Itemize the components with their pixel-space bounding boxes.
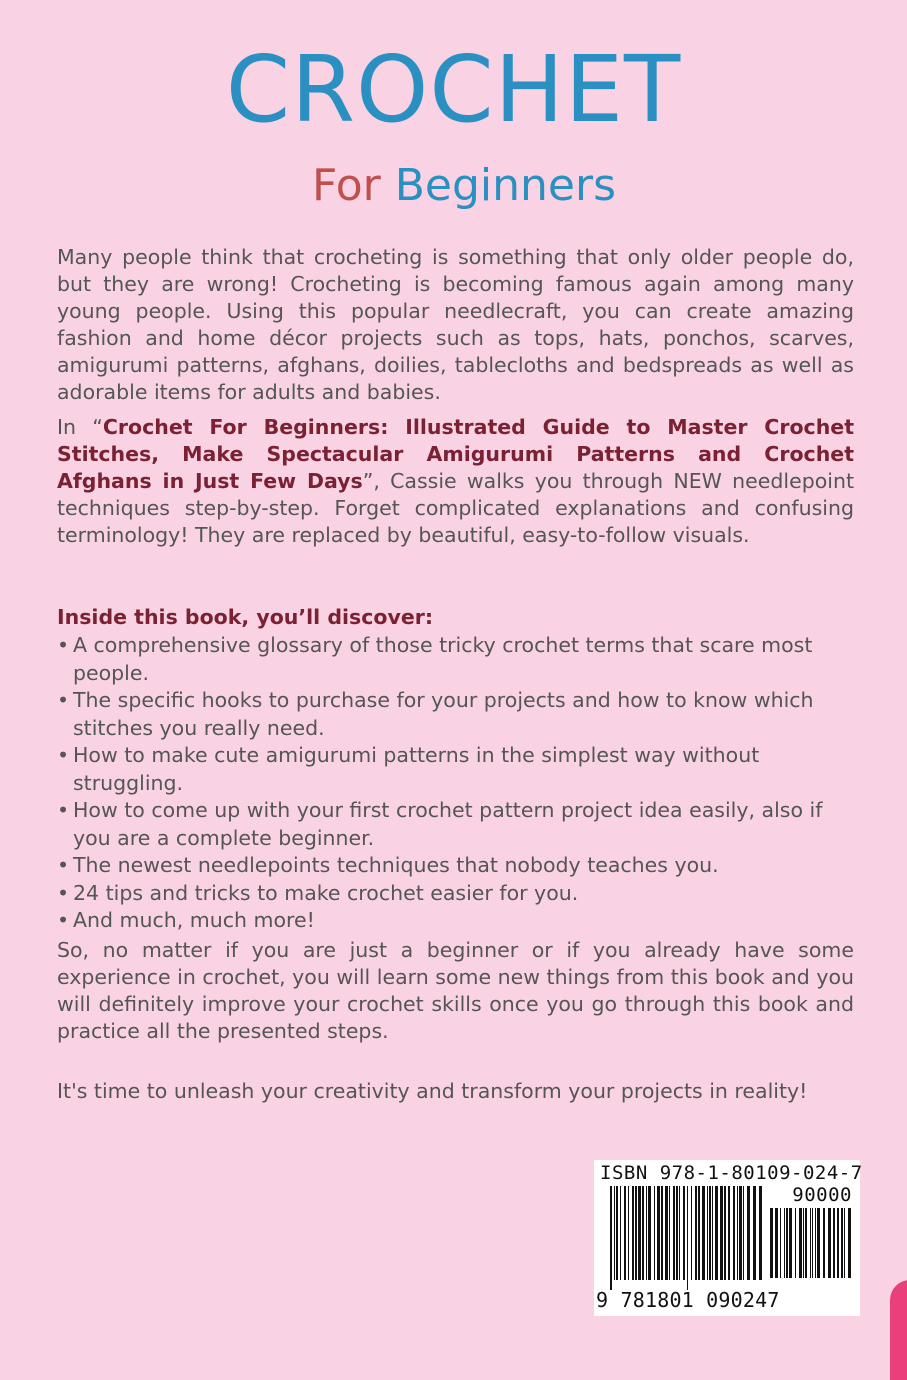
barcode-bar: [698, 1186, 700, 1280]
price-code: 90000: [792, 1184, 852, 1206]
list-item: [57, 687, 857, 742]
barcode-bars: [610, 1186, 766, 1290]
bullet: •: [57, 633, 70, 657]
barcode-bar: [646, 1186, 647, 1280]
barcode-bar: [739, 1186, 742, 1280]
barcode-bar: [724, 1186, 726, 1280]
barcode-bar: [702, 1186, 705, 1280]
bullet: •: [57, 688, 70, 712]
barcode-bar: [810, 1208, 811, 1278]
book-intro-suffix: ”, Cassie walks you through NEW needlepoint techniques step-by-step. Forget complicated explanations and confusing terminology! They are replaced by beautiful, easy-to-follow visuals.: [57, 469, 855, 547]
barcode-bar: [616, 1186, 618, 1280]
barcode-bar: [665, 1186, 668, 1280]
decorative-shape: [890, 1280, 907, 1380]
barcode-bar: [775, 1208, 778, 1278]
barcode-bar: [715, 1186, 718, 1280]
bullet: •: [57, 798, 70, 822]
barcode-bar: [844, 1208, 845, 1278]
barcode-bar: [784, 1208, 785, 1278]
barcode-box: [594, 1160, 863, 1316]
subtitle-beginners: Beginners: [394, 160, 617, 211]
barcode-addon-bars: [770, 1208, 852, 1288]
barcode-bar: [687, 1186, 688, 1290]
barcode-bar: [848, 1208, 851, 1278]
barcode-bar: [709, 1186, 711, 1280]
discover-heading: Inside this book, you’ll discover:: [57, 605, 434, 629]
barcode-bar: [695, 1186, 697, 1280]
list-item: [57, 907, 857, 935]
barcode-bar: [812, 1208, 813, 1278]
barcode-bar: [679, 1186, 680, 1280]
barcode-bar: [828, 1208, 831, 1278]
barcode-bar: [648, 1186, 651, 1280]
barcode-bar: [815, 1208, 816, 1278]
book-title: Crochet For Beginners: Illustrated Guide to Master Crochet Stitches, Make Spectacular Amigurumi Patterns and Crochet Afghans in Just Few Days: [57, 415, 854, 493]
barcode-bar: [743, 1186, 744, 1280]
barcode-bar: [789, 1208, 792, 1278]
bullet: •: [57, 853, 70, 877]
bullet: •: [57, 908, 70, 932]
barcode-bar: [635, 1186, 637, 1280]
barcode-bar: [786, 1208, 788, 1278]
barcode-bar: [817, 1208, 820, 1278]
barcode-bar: [654, 1186, 655, 1280]
barcode-bar: [770, 1208, 773, 1278]
barcode-bar: [676, 1186, 678, 1280]
barcode-bar: [642, 1186, 644, 1280]
barcode-bar: [728, 1186, 730, 1280]
bullet: •: [57, 743, 70, 767]
book-intro-paragraph: [57, 414, 854, 549]
barcode-bar: [803, 1208, 804, 1278]
list-item-text: 24 tips and tricks to make crochet easier for you.: [73, 880, 579, 905]
barcode-bar: [837, 1208, 839, 1278]
list-item-text: A comprehensive glossary of those tricky crochet terms that scare most people.: [73, 633, 813, 685]
barcode-bar: [638, 1186, 641, 1280]
barcode-bar: [712, 1186, 713, 1280]
book-intro-prefix: In “: [57, 415, 103, 439]
barcode-bar: [833, 1208, 835, 1278]
barcode-bar: [737, 1186, 738, 1280]
intro-paragraph: Many people think that crocheting is something that only older people do, but they are wrong! Crocheting is becoming famous again among many young people. Using this popular needlecraft, you can create amazing fashion and home décor projects such as tops, hats, ponchos, scarves, amigurumi patterns, afghans, doilies, tablecloths and bedspreads as well as adorable items for adults and babies.: [57, 245, 854, 404]
cover-title: CROCHET: [225, 36, 682, 143]
list-item-text: And much, much more!: [73, 908, 315, 932]
list-item-text: How to come up with your first crochet pattern project idea easily, also if you are a complete beginner.: [73, 798, 823, 850]
barcode-bar: [669, 1186, 670, 1280]
list-item: [57, 852, 857, 880]
list-item: [57, 880, 857, 908]
barcode-bar: [720, 1186, 723, 1280]
barcode-bar: [691, 1186, 692, 1280]
barcode-bar: [683, 1186, 685, 1280]
list-item-text: How to make cute amigurumi patterns in the simplest way without struggling.: [73, 743, 760, 795]
barcode-bar: [823, 1208, 825, 1278]
barcode-bar: [661, 1186, 663, 1280]
list-item-text: The specific hooks to purchase for your projects and how to know which stitches you really need.: [73, 688, 814, 740]
barcode-bar: [610, 1186, 612, 1290]
barcode-bar: [780, 1208, 781, 1278]
closing-paragraph: So, no matter if you are just a beginner or if you already have some experience in crochet, you will learn some new things from this book and you will definitely improve your crochet skills once you go through this book and practice all the presented steps.: [57, 938, 854, 1043]
barcode-bar: [707, 1186, 708, 1280]
barcode-bar: [632, 1186, 634, 1280]
barcode-bar: [841, 1208, 843, 1278]
subtitle-for: For: [312, 160, 381, 211]
barcode-bar: [799, 1208, 802, 1278]
ean-digits: 9 781801 090247: [596, 1288, 780, 1312]
barcode-bar: [759, 1186, 762, 1280]
barcode-bar: [673, 1186, 675, 1280]
list-item: [57, 797, 857, 852]
list-item-text: The newest needlepoints techniques that nobody teaches you.: [73, 853, 719, 877]
cover-subtitle: [312, 160, 616, 212]
barcode-bar: [805, 1208, 807, 1278]
barcode-bar: [614, 1186, 615, 1280]
barcode-bar: [747, 1186, 750, 1280]
list-item: [57, 632, 857, 687]
barcode-bar: [753, 1186, 756, 1280]
list-item: [57, 742, 857, 797]
barcode-bar: [657, 1186, 660, 1280]
barcode-bar: [620, 1186, 621, 1280]
final-paragraph: It's time to unleash your creativity and transform your projects in reality!: [57, 1079, 808, 1103]
barcode-bar: [628, 1186, 629, 1280]
barcode-bar: [795, 1208, 796, 1278]
isbn-label: ISBN 978-1-80109-024-7: [600, 1162, 863, 1184]
barcode-bar: [733, 1186, 735, 1280]
bullet: •: [57, 880, 70, 905]
barcode-bar: [624, 1186, 626, 1280]
discoveries-list: [57, 632, 857, 935]
